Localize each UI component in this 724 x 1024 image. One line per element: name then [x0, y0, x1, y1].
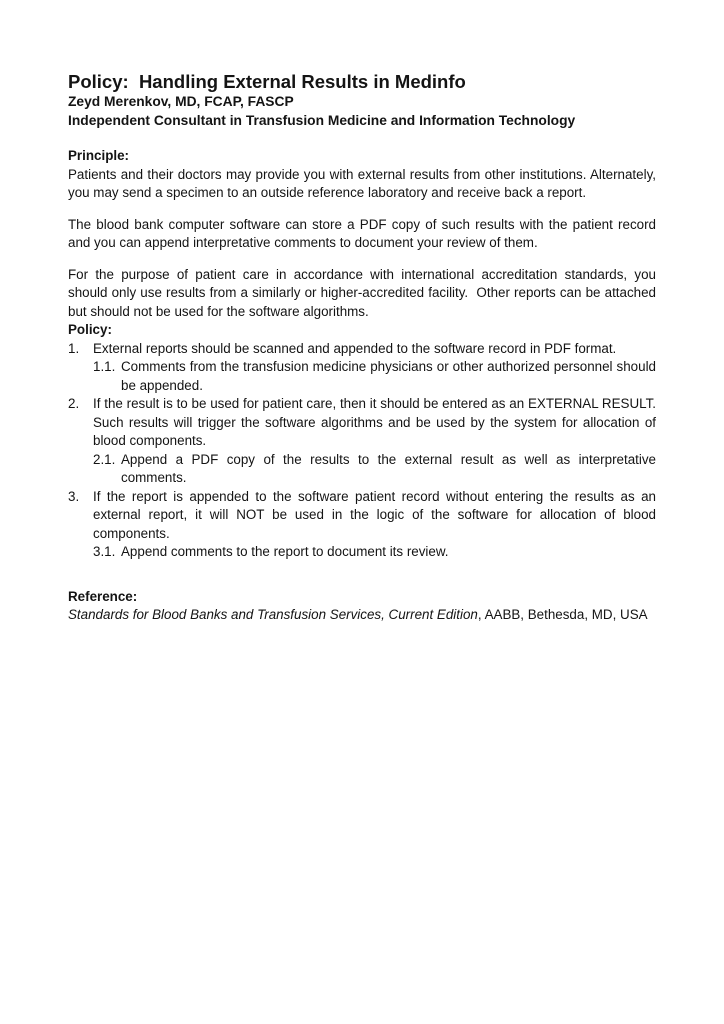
author-line: Zeyd Merenkov, MD, FCAP, FASCP — [68, 94, 294, 109]
reference-citation-publisher: , AABB, Bethesda, MD, USA — [477, 607, 648, 622]
list-item-number: 3. — [68, 488, 80, 504]
sub-item-number: 2.1. — [93, 451, 116, 467]
sub-item-text: Comments from the transfusion medicine physicians or other authorized personnel should be appended. — [121, 359, 660, 393]
sub-item-text: Append a PDF copy of the results to the external result as well as interpretative comments. — [121, 451, 660, 485]
sub-item-text: Append comments to the report to document its review. — [121, 544, 449, 559]
reference-section — [68, 588, 656, 625]
principle-section — [68, 147, 660, 321]
reference-citation-title: Standards for Blood Banks and Transfusion Services, Current Edition — [68, 607, 478, 622]
principle-paragraph: The blood bank computer software can store a PDF copy of such results with the patient record and you can append interpretative comments to document your review of them. — [68, 216, 660, 250]
policy-heading: Policy: — [68, 322, 112, 337]
list-item-number: 2. — [68, 396, 80, 411]
list-item-text: If the report is appended to the software patient record without entering the results as an external report, it will NOT be used in the logic of the software for allocation of blood components. — [93, 488, 660, 541]
list-item-text: External reports should be scanned and appended to the software record in PDF format. — [93, 340, 617, 356]
reference-heading: Reference: — [68, 588, 138, 604]
policy-list — [68, 340, 664, 562]
author-role-line: Independent Consultant in Transfusion Medicine and Information Technology — [68, 113, 576, 128]
principle-paragraph: Patients and their doctors may provide you with external results from other institutions. Alternately, you may send a specimen to an outside reference laboratory and receive back a report. — [68, 166, 660, 200]
list-item — [68, 488, 660, 544]
list-item — [68, 340, 656, 359]
principle-paragraph: For the purpose of patient care in accordance with international accreditation standards, you should only use results from a similarly or higher-accredited facility. Other reports can be attached but should not be used for the software algorithms. — [68, 266, 660, 319]
reference-citation — [68, 606, 656, 625]
list-item — [68, 395, 664, 451]
list-sub-item — [93, 543, 656, 562]
page-title: Policy: Handling External Results in Medinfo — [68, 71, 466, 92]
principle-heading: Principle: — [68, 148, 130, 163]
list-sub-item — [93, 358, 660, 395]
list-item-number: 1. — [68, 340, 80, 356]
list-sub-item — [93, 451, 660, 488]
list-item-text: If the result is to be used for patient care, then it should be entered as an EXTERNAL RESULT. Such results will trigger the software algorithms and be used by the system for allocation of blood components. — [93, 396, 664, 448]
policy-section — [68, 321, 664, 562]
document-header — [68, 71, 656, 130]
sub-item-number: 1.1. — [93, 359, 116, 374]
sub-item-number: 3.1. — [93, 544, 116, 559]
